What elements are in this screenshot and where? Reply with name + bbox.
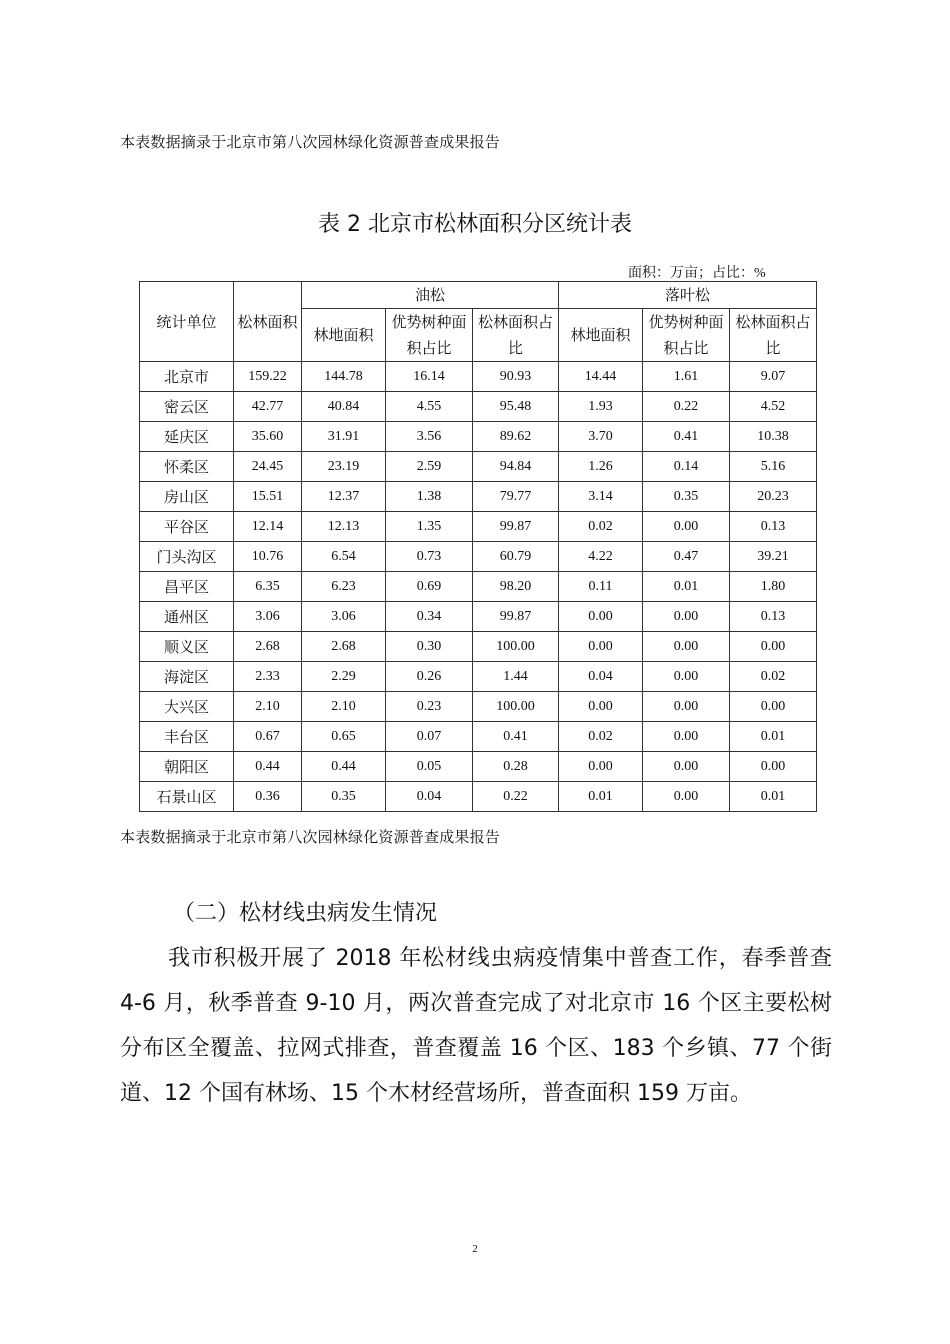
table-cell: 3.14: [559, 482, 643, 512]
row-unit-name: 房山区: [140, 482, 234, 512]
table-row: [140, 572, 817, 602]
table-cell: 2.68: [302, 632, 386, 662]
table-cell: 0.01: [643, 572, 730, 602]
table-cell: 0.01: [730, 722, 817, 752]
table-cell: 1.26: [559, 452, 643, 482]
table-cell: 0.01: [730, 782, 817, 812]
table-cell: 98.20: [473, 572, 559, 602]
table-cell: 0.07: [386, 722, 473, 752]
table-cell: 0.44: [302, 752, 386, 782]
table-cell: 0.34: [386, 602, 473, 632]
row-unit-name: 石景山区: [140, 782, 234, 812]
table-cell: 89.62: [473, 422, 559, 452]
table-cell: 2.59: [386, 452, 473, 482]
header-pine-share: 松林面积占比: [473, 309, 559, 362]
table-cell: 100.00: [473, 692, 559, 722]
table-cell: 79.77: [473, 482, 559, 512]
table-cell: 0.23: [386, 692, 473, 722]
table-cell: 0.41: [473, 722, 559, 752]
table-cell: 2.68: [234, 632, 302, 662]
table-cell: 0.14: [643, 452, 730, 482]
table-cell: 0.13: [730, 512, 817, 542]
header-dominant-share: 优势树种面积占比: [643, 309, 730, 362]
table-row: [140, 392, 817, 422]
header-pine-share: 松林面积占比: [730, 309, 817, 362]
table-cell: 0.22: [473, 782, 559, 812]
table-cell: 100.00: [473, 632, 559, 662]
row-unit-name: 门头沟区: [140, 542, 234, 572]
header-group-larch: 落叶松: [559, 282, 817, 309]
table-cell: 60.79: [473, 542, 559, 572]
table-cell: 0.00: [730, 632, 817, 662]
row-unit-name: 海淀区: [140, 662, 234, 692]
table-cell: 3.06: [234, 602, 302, 632]
table-row: [140, 722, 817, 752]
table-cell: 0.69: [386, 572, 473, 602]
table-cell: 16.14: [386, 362, 473, 392]
row-unit-name: 怀柔区: [140, 452, 234, 482]
table-cell: 1.93: [559, 392, 643, 422]
row-unit-name: 北京市: [140, 362, 234, 392]
table-cell: 0.28: [473, 752, 559, 782]
table-row: [140, 692, 817, 722]
table-cell: 94.84: [473, 452, 559, 482]
header-unit: 统计单位: [140, 282, 234, 362]
table-cell: 4.52: [730, 392, 817, 422]
row-unit-name: 朝阳区: [140, 752, 234, 782]
table-cell: 3.06: [302, 602, 386, 632]
table-row: [140, 752, 817, 782]
table-cell: 95.48: [473, 392, 559, 422]
table-cell: 0.04: [386, 782, 473, 812]
table-cell: 2.29: [302, 662, 386, 692]
table-cell: 0.02: [730, 662, 817, 692]
table-cell: 0.00: [559, 632, 643, 662]
table-cell: 0.00: [643, 662, 730, 692]
table-cell: 0.05: [386, 752, 473, 782]
table-cell: 99.87: [473, 602, 559, 632]
table-cell: 1.44: [473, 662, 559, 692]
table-cell: 0.00: [559, 752, 643, 782]
table-cell: 31.91: [302, 422, 386, 452]
table-cell: 0.04: [559, 662, 643, 692]
table-cell: 12.37: [302, 482, 386, 512]
table-cell: 4.22: [559, 542, 643, 572]
table-cell: 1.38: [386, 482, 473, 512]
section-heading: （二）松材线虫病发生情况: [173, 901, 438, 926]
page-number: 2: [472, 1243, 478, 1255]
unit-note: 面积：万亩；占比：%: [628, 266, 766, 281]
table-cell: 2.10: [302, 692, 386, 722]
header-dominant-share: 优势树种面积占比: [386, 309, 473, 362]
table-title: 表 2 北京市松林面积分区统计表: [318, 212, 632, 237]
table-cell: 40.84: [302, 392, 386, 422]
table-cell: 35.60: [234, 422, 302, 452]
table-row: [140, 632, 817, 662]
table-cell: 0.00: [730, 752, 817, 782]
table-cell: 0.67: [234, 722, 302, 752]
row-unit-name: 丰台区: [140, 722, 234, 752]
table-cell: 0.00: [643, 752, 730, 782]
table-cell: 0.00: [559, 602, 643, 632]
table-cell: 0.00: [559, 692, 643, 722]
source-note-bottom: 本表数据摘录于北京市第八次园林绿化资源普查成果报告: [120, 828, 501, 846]
table-cell: 0.13: [730, 602, 817, 632]
table-cell: 15.51: [234, 482, 302, 512]
table-cell: 10.38: [730, 422, 817, 452]
table-cell: 1.80: [730, 572, 817, 602]
table-cell: 0.41: [643, 422, 730, 452]
table-cell: 144.78: [302, 362, 386, 392]
table-cell: 23.19: [302, 452, 386, 482]
table-cell: 4.55: [386, 392, 473, 422]
table-cell: 0.01: [559, 782, 643, 812]
table-cell: 6.23: [302, 572, 386, 602]
table-row: [140, 602, 817, 632]
table-cell: 0.00: [643, 602, 730, 632]
row-unit-name: 顺义区: [140, 632, 234, 662]
table-cell: 2.33: [234, 662, 302, 692]
header-forest-area: 林地面积: [559, 309, 643, 362]
source-note-top: 本表数据摘录于北京市第八次园林绿化资源普查成果报告: [120, 133, 501, 151]
row-unit-name: 密云区: [140, 392, 234, 422]
table-cell: 14.44: [559, 362, 643, 392]
header-group-chinese-pine: 油松: [302, 282, 559, 309]
table-body: [140, 362, 817, 812]
header-total-area: 松林面积: [234, 282, 302, 362]
table-cell: 20.23: [730, 482, 817, 512]
table-cell: 3.70: [559, 422, 643, 452]
table-row: [140, 782, 817, 812]
table-cell: 6.54: [302, 542, 386, 572]
table-cell: 3.56: [386, 422, 473, 452]
table-cell: 6.35: [234, 572, 302, 602]
table-row: [140, 452, 817, 482]
table-cell: 39.21: [730, 542, 817, 572]
table-cell: 0.00: [643, 722, 730, 752]
body-paragraph: 我市积极开展了 2018 年松材线虫病疫情集中普查工作，春季普查 4-6 月，秋季普查 9-10 月，两次普查完成了对北京市 16 个区主要松树分布区全覆盖、拉网式排查，普查覆盖 16 个区、183 个乡镇、77 个街道、12 个国有林场、15 个木材经营场所，普查面积 159 万亩。: [120, 946, 832, 1106]
table-cell: 12.14: [234, 512, 302, 542]
table-cell: 159.22: [234, 362, 302, 392]
table-cell: 12.13: [302, 512, 386, 542]
pine-forest-statistics-table: [139, 281, 817, 812]
table-cell: 0.22: [643, 392, 730, 422]
row-unit-name: 大兴区: [140, 692, 234, 722]
table-cell: 1.61: [643, 362, 730, 392]
table-cell: 0.00: [730, 692, 817, 722]
table-cell: 0.73: [386, 542, 473, 572]
table-row: [140, 482, 817, 512]
row-unit-name: 通州区: [140, 602, 234, 632]
table-cell: 0.36: [234, 782, 302, 812]
table-cell: 0.00: [643, 512, 730, 542]
table-cell: 24.45: [234, 452, 302, 482]
row-unit-name: 延庆区: [140, 422, 234, 452]
table-row: [140, 422, 817, 452]
table-cell: 0.47: [643, 542, 730, 572]
table-cell: 9.07: [730, 362, 817, 392]
table-cell: 1.35: [386, 512, 473, 542]
table-cell: 0.26: [386, 662, 473, 692]
table-cell: 0.11: [559, 572, 643, 602]
table-row: [140, 512, 817, 542]
table-cell: 5.16: [730, 452, 817, 482]
table-cell: 0.35: [643, 482, 730, 512]
table-cell: 0.02: [559, 722, 643, 752]
table-cell: 0.65: [302, 722, 386, 752]
table-cell: 90.93: [473, 362, 559, 392]
table-cell: 0.44: [234, 752, 302, 782]
table-cell: 0.02: [559, 512, 643, 542]
row-unit-name: 平谷区: [140, 512, 234, 542]
table-row: [140, 662, 817, 692]
table-cell: 42.77: [234, 392, 302, 422]
table-cell: 0.00: [643, 692, 730, 722]
table-cell: 99.87: [473, 512, 559, 542]
row-unit-name: 昌平区: [140, 572, 234, 602]
table-row: [140, 362, 817, 392]
table-row: [140, 542, 817, 572]
table-cell: 0.00: [643, 632, 730, 662]
table-cell: 0.00: [643, 782, 730, 812]
table-cell: 2.10: [234, 692, 302, 722]
table-cell: 0.30: [386, 632, 473, 662]
header-forest-area: 林地面积: [302, 309, 386, 362]
table-cell: 0.35: [302, 782, 386, 812]
table-cell: 10.76: [234, 542, 302, 572]
